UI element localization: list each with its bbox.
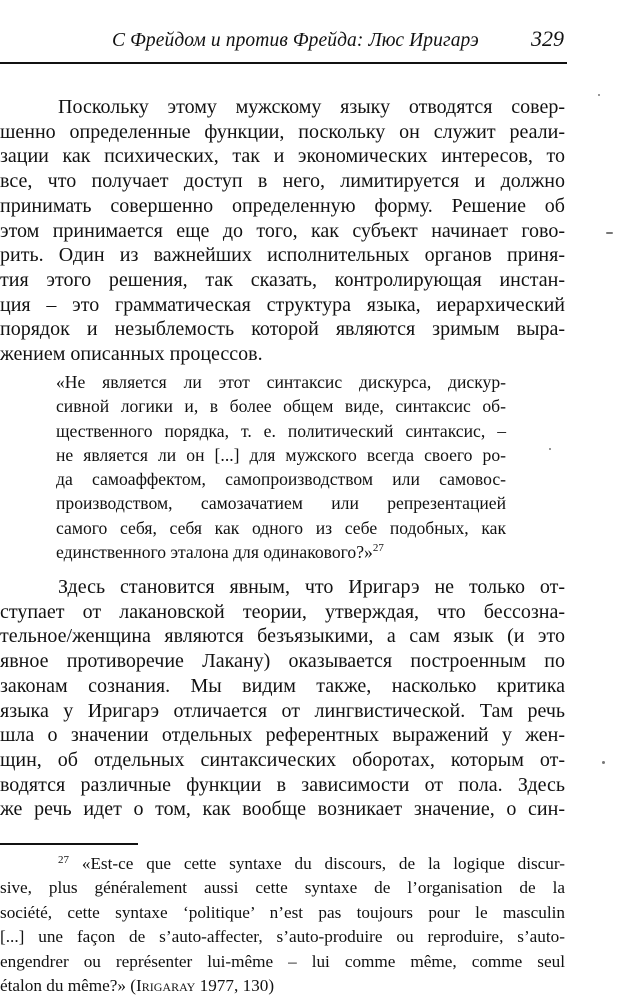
paragraph-line: Здесь становится явным, что Иригарэ не только от-: [58, 576, 565, 598]
paragraph-line: жением описанных процессов.: [0, 343, 263, 366]
paragraph-line: законам сознания. Мы видим также, насколько критика: [0, 674, 565, 697]
paragraph-line: все, что получает доступ в него, лимитируется и должно: [0, 170, 565, 193]
footnote-first-line: [0, 852, 565, 876]
footnote-number: 27: [58, 854, 69, 866]
quote-line: не является ли он [...] для мужского всегда своего ро-: [56, 444, 506, 465]
paragraph-line: порядок и незыблемость которой являются зримым выра-: [0, 318, 565, 341]
quote-line: самого себя, себя как одного из себе подобных, как: [56, 517, 506, 538]
paragraph-1: [0, 95, 565, 367]
paragraph-line: языка у Иригарэ отличается от лингвистической. Там речь: [0, 699, 565, 722]
paragraph-line: тельное/женщина являются безъязыкими, а сам язык (и это: [0, 625, 565, 648]
quote-line: производством, самозачатием или репрезентацией: [56, 493, 506, 514]
page-number: 329: [531, 26, 564, 51]
footnote-line: société, cette syntaxe ‘politique’ n’est pas toujours pour le masculin: [0, 902, 565, 922]
paragraph-line: явное противоречие Лакану) оказывается построенным по: [0, 650, 565, 673]
scan-speck: [602, 761, 605, 764]
quote-line: сивной логики и, в более общем виде, синтаксис об-: [56, 396, 506, 417]
citation-author: Irigaray: [136, 976, 196, 996]
citation-rest: 1977, 130): [195, 976, 275, 996]
footnote-line-text: étalon du même?» (: [0, 976, 137, 996]
paragraph-line: тия этого решения, так сказать, контролирующая инстан-: [0, 268, 565, 291]
footnote-reference[interactable]: 27: [372, 542, 384, 555]
paragraph-line: зации как психических, так и экономических интересов, то: [0, 145, 565, 168]
paragraph-line: рить. Один из важнейших исполнительных органов приня-: [0, 244, 565, 267]
header-rule: [0, 62, 567, 64]
paragraph-line: Поскольку этому мужскому языку отводятся совер-: [58, 96, 565, 118]
quote-line: да самоаффектом, самопроизводством или самовос-: [56, 469, 506, 490]
footnote-last-line: [0, 974, 565, 998]
paragraph-line: этом принимается еще до того, как субъект начинает гово-: [0, 219, 565, 242]
quote-line-text: единственного эталона для одинакового?»: [56, 542, 373, 563]
running-head-title: С Фрейдом и против Фрейда: Люс Иригарэ: [112, 30, 479, 51]
paragraph-line: же речь идет о том, как вообще возникает значение, о син-: [0, 798, 565, 821]
footnote: [0, 852, 565, 998]
footnote-separator: [0, 843, 138, 845]
footnote-line-text: «Est-ce que cette syntaxe du discours, de la logique discur-: [81, 854, 565, 873]
quote-last-line: [56, 540, 506, 564]
footnote-line: engendrer ou représenter lui-même – lui comme même, comme seul: [0, 951, 565, 971]
quote-line: щественного порядка, т. е. политический синтаксис, –: [56, 420, 506, 441]
paragraph-line: принимать совершенно определенную форму. Решение об: [0, 194, 565, 217]
paragraph-line: ступает от лакановской теории, утверждая, что бессозна-: [0, 600, 565, 623]
footnote-line: [...] une façon de s’auto-affecter, s’auto-produire ou reproduire, s’auto-: [0, 927, 565, 947]
paragraph-line: шенно определенные функции, поскольку он служит реали-: [0, 120, 565, 143]
scan-speck: [606, 232, 613, 234]
paragraph-line: ция – это грамматическая структура языка, иерархический: [0, 293, 565, 316]
scan-speck: [598, 94, 600, 96]
paragraph-line: шла о значении отдельных референтных выражений у жен-: [0, 724, 565, 747]
running-head: [112, 26, 564, 56]
scan-speck: [549, 448, 551, 450]
footnote-line: sive, plus généralement aussi cette syntaxe de l’organisation de la: [0, 878, 565, 898]
quote-line: «Не является ли этот синтаксис дискурса, дискур-: [56, 372, 506, 392]
block-quote: [56, 370, 506, 564]
paragraph-line: щин, об отдельных синтаксических оборотах, которым от-: [0, 748, 565, 771]
paragraph-line: водятся различные функции в зависимости от пола. Здесь: [0, 773, 565, 796]
paragraph-2: [0, 575, 565, 822]
